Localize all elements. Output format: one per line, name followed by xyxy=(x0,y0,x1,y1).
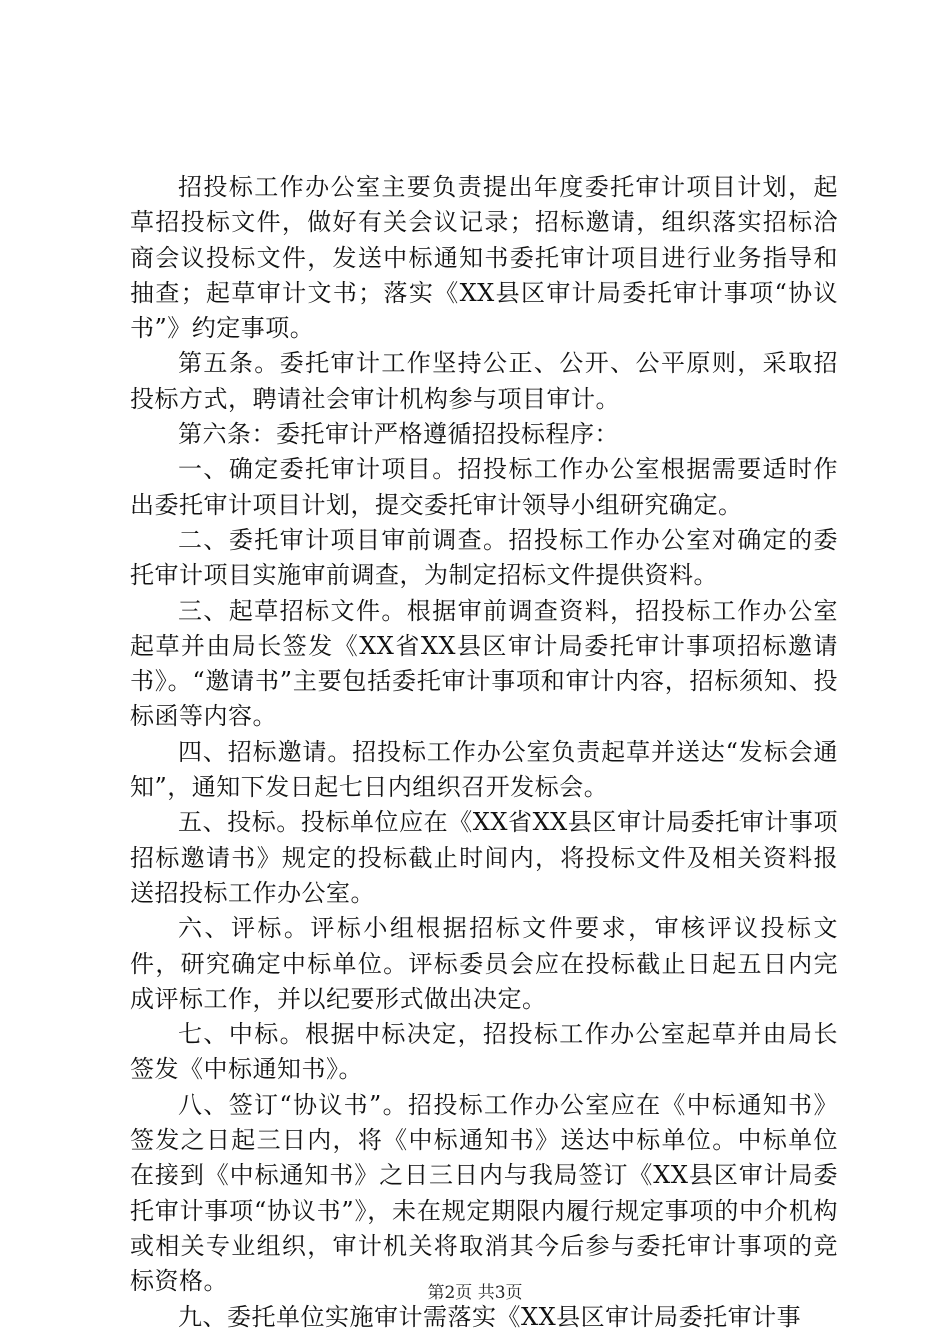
paragraph-article-5: 第五条。委托审计工作坚持公正、公开、公平原则，采取招投标方式，聘请社会审计机构参与项目审计。 xyxy=(130,349,838,413)
paragraph-step-1: 一、确定委托审计项目。招投标工作办公室根据需要适时作出委托审计项目计划，提交委托审计领导小组研究确定。 xyxy=(130,455,838,519)
paragraph-step-3: 三、起草招标文件。根据审前调查资料，招投标工作办公室起草并由局长签发《XX省XX县区审计局委托审计事项招标邀请书》。“邀请书”主要包括委托审计事项和审计内容，招标须知、投标函等内容。 xyxy=(130,596,838,731)
page-footer: 第2页 共3页 xyxy=(427,1283,523,1303)
paragraph-step-2: 二、委托审计项目审前调查。招投标工作办公室对确定的委托审计项目实施审前调查，为制定招标文件提供资料。 xyxy=(130,525,838,590)
paragraph-step-7: 七、中标。根据中标决定，招投标工作办公室起草并由局长签发《中标通知书》。 xyxy=(130,1020,838,1084)
paragraph-office-duties: 招投标工作办公室主要负责提出年度委托审计项目计划，起草招投标文件，做好有关会议记录；招标邀请，组织落实招标洽商会议投标文件，发送中标通知书委托审计项目进行业务指导和抽查；起草审计文书；落实《XX县区审计局委托审计事项“协议书”》约定事项。 xyxy=(130,173,838,343)
paragraph-step-5: 五、投标。投标单位应在《XX省XX县区审计局委托审计事项招标邀请书》规定的投标截止时间内，将投标文件及相关资料报送招投标工作办公室。 xyxy=(130,808,838,907)
paragraph-step-9: 九、委托单位实施审计需落实《XX县区审计局委托审计事 xyxy=(178,1302,802,1331)
paragraph-article-6: 第六条：委托审计严格遵循招投标程序： xyxy=(178,420,619,449)
paragraph-step-4: 四、招标邀请。招投标工作办公室负责起草并送达“发标会通知”，通知下发日起七日内组织召开发标会。 xyxy=(130,737,838,802)
paragraph-step-6: 六、评标。评标小组根据招标文件要求，审核评议投标文件，研究确定中标单位。评标委员会应在投标截止日起五日内完成评标工作，并以纪要形式做出决定。 xyxy=(130,914,838,1013)
document-body xyxy=(130,170,838,1335)
paragraph-step-8: 八、签订“协议书”。招投标工作办公室应在《中标通知书》签发之日起三日内，将《中标通知书》送达中标单位。中标单位在接到《中标通知书》之日三日内与我局签订《XX县区审计局委托审计事项“协议书”》，未在规定期限内履行规定事项的中介机构或相关专业组织，审计机关将取消其今后参与委托审计事项的竞标资格。 xyxy=(130,1090,838,1296)
